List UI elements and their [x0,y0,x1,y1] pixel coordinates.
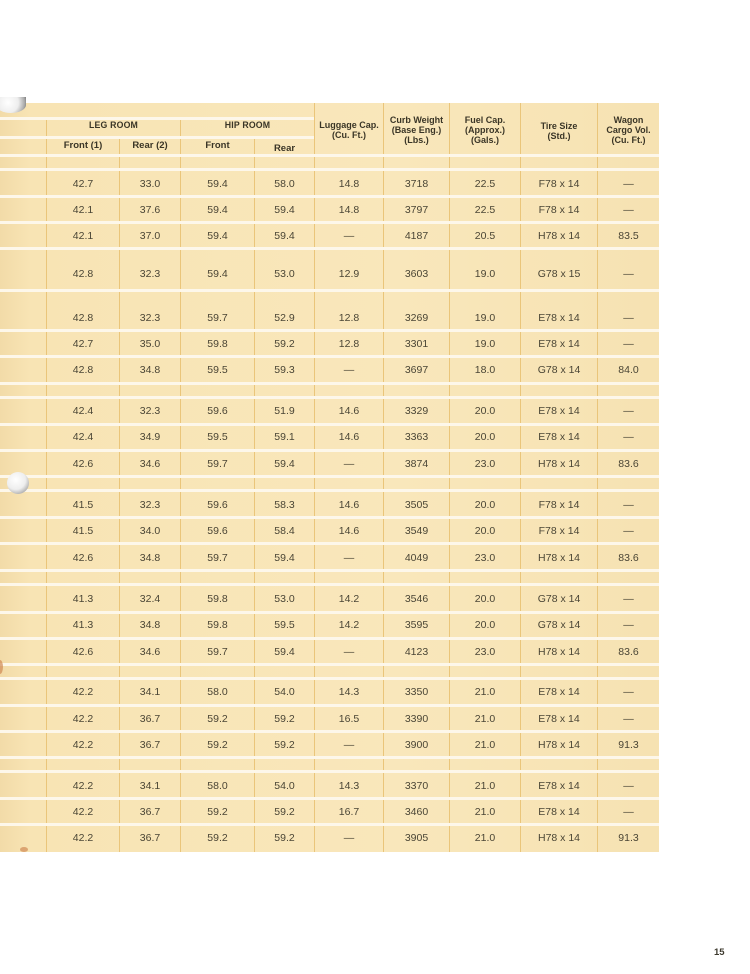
cell-fuel: 19.0 [474,338,496,350]
cell-wagon-cargo: — [623,178,634,190]
cell-leg-front: 42.6 [72,646,94,658]
cell-luggage: 16.5 [338,713,360,725]
row-separator [0,797,659,800]
cell-hip-rear: 59.4 [274,646,295,658]
row-separator [0,221,659,224]
cell-hip-rear: 59.4 [274,458,295,470]
cell-hip-front: 59.8 [207,338,228,350]
cell-curb-weight: 3595 [404,619,429,631]
cell-wagon-cargo: — [623,405,634,417]
cell-leg-rear: 34.8 [139,552,161,564]
cell-wagon-cargo: 91.3 [618,832,639,844]
cell-hip-rear: 58.3 [274,499,295,511]
cell-fuel: 20.0 [474,499,496,511]
cell-wagon-cargo: — [623,713,634,725]
cell-tire: F78 x 14 [538,499,580,511]
cell-wagon-cargo: — [623,619,634,631]
header-line: (Cu. Ft.) [611,135,646,145]
cell-luggage: — [343,646,355,658]
cell-wagon-cargo: 84.0 [618,364,639,376]
cell-tire: E78 x 14 [538,431,580,443]
cell-hip-rear: 59.4 [274,552,295,564]
row-separator [0,329,659,332]
cell-curb-weight: 3718 [404,178,429,190]
row-separator [0,489,659,492]
cell-hip-rear: 59.2 [274,806,295,818]
cell-luggage: 16.7 [338,806,360,818]
cell-leg-front: 42.2 [72,832,94,844]
cell-curb-weight: 3905 [404,832,429,844]
cell-leg-front: 42.6 [72,552,94,564]
luggage-cap-header [315,120,383,140]
cell-hip-rear: 53.0 [274,593,295,605]
row-separator [0,663,659,666]
cell-wagon-cargo: 83.5 [618,230,639,242]
header-line: Wagon [613,115,644,125]
row-separator [0,195,659,198]
cell-wagon-cargo: — [623,268,634,280]
cell-leg-rear: 34.6 [139,646,161,658]
cell-hip-front: 59.6 [207,525,228,537]
cell-fuel: 21.0 [474,739,496,751]
header-line: Curb Weight [389,115,444,125]
cell-tire: F78 x 14 [538,178,580,190]
header-line: Cargo Vol. [606,125,651,135]
cell-tire: G78 x 14 [537,593,581,605]
cell-tire: E78 x 14 [538,312,580,324]
cell-luggage: — [343,739,355,751]
cell-luggage: 12.8 [338,338,360,350]
curb-weight-header [384,115,449,145]
cell-curb-weight: 3370 [404,780,429,792]
cell-wagon-cargo: — [623,686,634,698]
cell-fuel: 20.0 [474,619,496,631]
cell-tire: H78 x 14 [537,458,581,470]
cell-leg-front: 42.2 [72,713,94,725]
cell-hip-front: 59.2 [207,713,228,725]
cell-tire: H78 x 14 [537,739,581,751]
cell-hip-front: 59.4 [207,178,228,190]
cell-hip-rear: 51.9 [274,405,295,417]
cell-hip-front: 59.4 [207,230,228,242]
cell-hip-rear: 59.1 [274,431,295,443]
cell-hip-front: 59.2 [207,739,228,751]
cell-hip-front: 59.5 [207,364,228,376]
cell-fuel: 18.0 [474,364,496,376]
cell-curb-weight: 3390 [404,713,429,725]
cell-wagon-cargo: 83.6 [618,458,639,470]
cell-leg-front: 42.6 [72,458,94,470]
cell-curb-weight: 4123 [404,646,429,658]
cell-hip-rear: 59.2 [274,739,295,751]
cell-luggage: 14.6 [338,405,360,417]
cell-leg-front: 42.8 [72,312,94,324]
cell-fuel: 20.0 [474,405,496,417]
cell-leg-rear: 36.7 [139,832,161,844]
cell-hip-front: 59.6 [207,499,228,511]
cell-wagon-cargo: — [623,806,634,818]
cell-tire: G78 x 14 [537,364,581,376]
cell-hip-front: 59.4 [207,204,228,216]
cell-tire: E78 x 14 [538,405,580,417]
cell-curb-weight: 3874 [404,458,429,470]
cell-leg-rear: 33.0 [139,178,161,190]
cell-leg-rear: 32.3 [139,312,161,324]
cell-hip-front: 58.0 [207,686,228,698]
cell-hip-rear: 59.5 [274,619,295,631]
cell-luggage: — [343,230,355,242]
cell-hip-front: 59.7 [207,312,228,324]
cell-luggage: — [343,552,355,564]
cell-hip-rear: 59.3 [274,364,295,376]
cell-curb-weight: 3301 [404,338,429,350]
cell-leg-front: 42.1 [72,204,94,216]
cell-tire: H78 x 14 [537,832,581,844]
row-separator [0,611,659,614]
row-separator [0,542,659,545]
cell-hip-front: 59.7 [207,646,228,658]
cell-leg-rear: 34.0 [139,525,161,537]
header-line: (Std.) [547,131,571,141]
header-line: (Base Eng.) [391,125,442,135]
row-separator [0,677,659,680]
cell-leg-rear: 37.6 [139,204,161,216]
cell-tire: E78 x 14 [538,686,580,698]
cell-fuel: 21.0 [474,686,496,698]
cell-hip-front: 58.0 [207,780,228,792]
cell-leg-front: 42.7 [72,338,94,350]
row-separator [0,756,659,759]
cell-leg-rear: 32.3 [139,499,161,511]
cell-curb-weight: 3329 [404,405,429,417]
cell-fuel: 23.0 [474,552,496,564]
margin-smudge [20,847,28,852]
cell-wagon-cargo: — [623,593,634,605]
cell-leg-rear: 34.6 [139,458,161,470]
header-line: Fuel Cap. [464,115,506,125]
cell-luggage: — [343,458,355,470]
cell-tire: F78 x 14 [538,204,580,216]
header-line: (Cu. Ft.) [332,130,366,140]
cell-fuel: 20.5 [474,230,496,242]
cell-leg-rear: 32.3 [139,405,161,417]
cell-curb-weight: 3797 [404,204,429,216]
cell-leg-front: 42.2 [72,780,94,792]
cell-hip-rear: 59.4 [274,230,295,242]
cell-fuel: 23.0 [474,646,496,658]
row-separator [0,704,659,707]
cell-hip-rear: 53.0 [274,268,295,280]
row-separator [0,583,659,586]
spec-table-sheet [0,103,659,852]
row-separator [0,168,659,171]
cell-curb-weight: 3549 [404,525,429,537]
cell-fuel: 22.5 [474,178,496,190]
row-separator [0,396,659,399]
cell-curb-weight: 3603 [404,268,429,280]
cell-wagon-cargo: 83.6 [618,552,639,564]
cell-leg-rear: 32.4 [139,593,161,605]
cell-tire: H78 x 14 [537,646,581,658]
cell-curb-weight: 3460 [404,806,429,818]
leg-room-front-header: Front (1) [63,140,103,151]
cell-leg-rear: 37.0 [139,230,161,242]
cell-fuel: 22.5 [474,204,496,216]
row-separator [0,247,659,250]
cell-curb-weight: 4049 [404,552,429,564]
row-separator [0,770,659,773]
fuel-cap-header [450,115,520,145]
leg-room-header: LEG ROOM [88,120,139,131]
cell-luggage: 14.3 [338,780,360,792]
cell-fuel: 21.0 [474,780,496,792]
cell-hip-front: 59.7 [207,552,228,564]
row-separator [0,382,659,385]
cell-leg-front: 42.8 [72,268,94,280]
binder-hole [7,472,29,494]
cell-hip-rear: 59.2 [274,338,295,350]
cell-fuel: 19.0 [474,268,496,280]
cell-fuel: 20.0 [474,431,496,443]
cell-tire: E78 x 14 [538,780,580,792]
cell-leg-front: 41.3 [72,619,94,631]
header-line: (Gals.) [470,135,499,145]
cell-wagon-cargo: — [623,204,634,216]
cell-hip-front: 59.7 [207,458,228,470]
cell-curb-weight: 3350 [404,686,429,698]
cell-fuel: 21.0 [474,806,496,818]
cell-curb-weight: 3269 [404,312,429,324]
cell-hip-front: 59.2 [207,806,228,818]
cell-hip-rear: 59.4 [274,204,295,216]
cell-tire: G78 x 15 [537,268,581,280]
cell-wagon-cargo: — [623,780,634,792]
cell-luggage: 14.2 [338,619,360,631]
cell-wagon-cargo: — [623,312,634,324]
row-separator [0,823,659,826]
cell-leg-rear: 36.7 [139,713,161,725]
cell-leg-front: 42.7 [72,178,94,190]
cell-leg-front: 42.1 [72,230,94,242]
cell-tire: H78 x 14 [537,230,581,242]
row-separator [0,355,659,358]
cell-fuel: 19.0 [474,312,496,324]
hip-room-rear-header: Rear [273,143,296,154]
cell-hip-rear: 59.2 [274,832,295,844]
cell-curb-weight: 3363 [404,431,429,443]
cell-leg-front: 42.2 [72,739,94,751]
cell-wagon-cargo: 91.3 [618,739,639,751]
cell-leg-rear: 34.8 [139,619,161,631]
cell-leg-front: 42.2 [72,686,94,698]
cell-leg-rear: 32.3 [139,268,161,280]
page-number: 15 [714,947,725,958]
tire-size-header [521,121,597,141]
cell-luggage: 14.8 [338,204,360,216]
cell-luggage: 12.9 [338,268,360,280]
cell-leg-rear: 34.1 [139,780,161,792]
row-separator [0,475,659,478]
cell-leg-front: 42.2 [72,806,94,818]
hip-room-front-header: Front [205,140,230,151]
cell-leg-front: 42.4 [72,405,94,417]
cell-luggage: 14.2 [338,593,360,605]
cell-hip-front: 59.6 [207,405,228,417]
cell-tire: E78 x 14 [538,806,580,818]
cell-tire: E78 x 14 [538,713,580,725]
cell-hip-rear: 54.0 [274,780,295,792]
cell-hip-rear: 59.2 [274,713,295,725]
cell-hip-front: 59.8 [207,593,228,605]
cell-curb-weight: 3546 [404,593,429,605]
cell-luggage: 14.6 [338,525,360,537]
row-separator [0,423,659,426]
cell-curb-weight: 3900 [404,739,429,751]
cell-curb-weight: 3505 [404,499,429,511]
cell-fuel: 20.0 [474,593,496,605]
cell-luggage: — [343,364,355,376]
cell-leg-front: 41.3 [72,593,94,605]
cell-leg-rear: 34.9 [139,431,161,443]
cell-curb-weight: 3697 [404,364,429,376]
cell-wagon-cargo: — [623,499,634,511]
cell-tire: G78 x 14 [537,619,581,631]
cell-hip-rear: 52.9 [274,312,295,324]
cell-leg-front: 42.4 [72,431,94,443]
cell-curb-weight: 4187 [404,230,429,242]
cell-leg-rear: 36.7 [139,806,161,818]
cell-tire: H78 x 14 [537,552,581,564]
cell-hip-front: 59.5 [207,431,228,443]
cell-hip-rear: 54.0 [274,686,295,698]
header-line: (Lbs.) [404,135,429,145]
cell-fuel: 21.0 [474,713,496,725]
cell-wagon-cargo: 83.6 [618,646,639,658]
cell-leg-rear: 34.1 [139,686,161,698]
hip-room-header: HIP ROOM [224,120,271,131]
cell-wagon-cargo: — [623,525,634,537]
cell-leg-front: 41.5 [72,525,94,537]
cell-wagon-cargo: — [623,338,634,350]
cell-fuel: 23.0 [474,458,496,470]
cell-luggage: 14.3 [338,686,360,698]
cell-hip-rear: 58.0 [274,178,295,190]
cell-luggage: 14.6 [338,431,360,443]
cell-luggage: 14.8 [338,178,360,190]
cell-leg-rear: 35.0 [139,338,161,350]
cell-hip-front: 59.2 [207,832,228,844]
leg-room-rear-header: Rear (2) [132,140,168,151]
cell-luggage: — [343,832,355,844]
header-line: Tire Size [540,121,578,131]
cell-leg-front: 42.8 [72,364,94,376]
header-line: Luggage Cap. [319,120,379,130]
cell-tire: E78 x 14 [538,338,580,350]
header-line: (Approx.) [465,125,505,135]
row-separator [0,569,659,572]
cell-hip-front: 59.8 [207,619,228,631]
cell-leg-rear: 36.7 [139,739,161,751]
cell-luggage: 12.8 [338,312,360,324]
cell-hip-rear: 58.4 [274,525,295,537]
cell-leg-rear: 34.8 [139,364,161,376]
cell-luggage: 14.6 [338,499,360,511]
cell-fuel: 21.0 [474,832,496,844]
wagon-cargo-header [598,115,659,145]
row-separator [0,449,659,452]
cell-fuel: 20.0 [474,525,496,537]
row-separator [0,516,659,519]
cell-tire: F78 x 14 [538,525,580,537]
cell-hip-front: 59.4 [207,268,228,280]
row-separator [0,289,659,292]
cell-leg-front: 41.5 [72,499,94,511]
cell-wagon-cargo: — [623,431,634,443]
row-separator [0,637,659,640]
row-separator [0,730,659,733]
